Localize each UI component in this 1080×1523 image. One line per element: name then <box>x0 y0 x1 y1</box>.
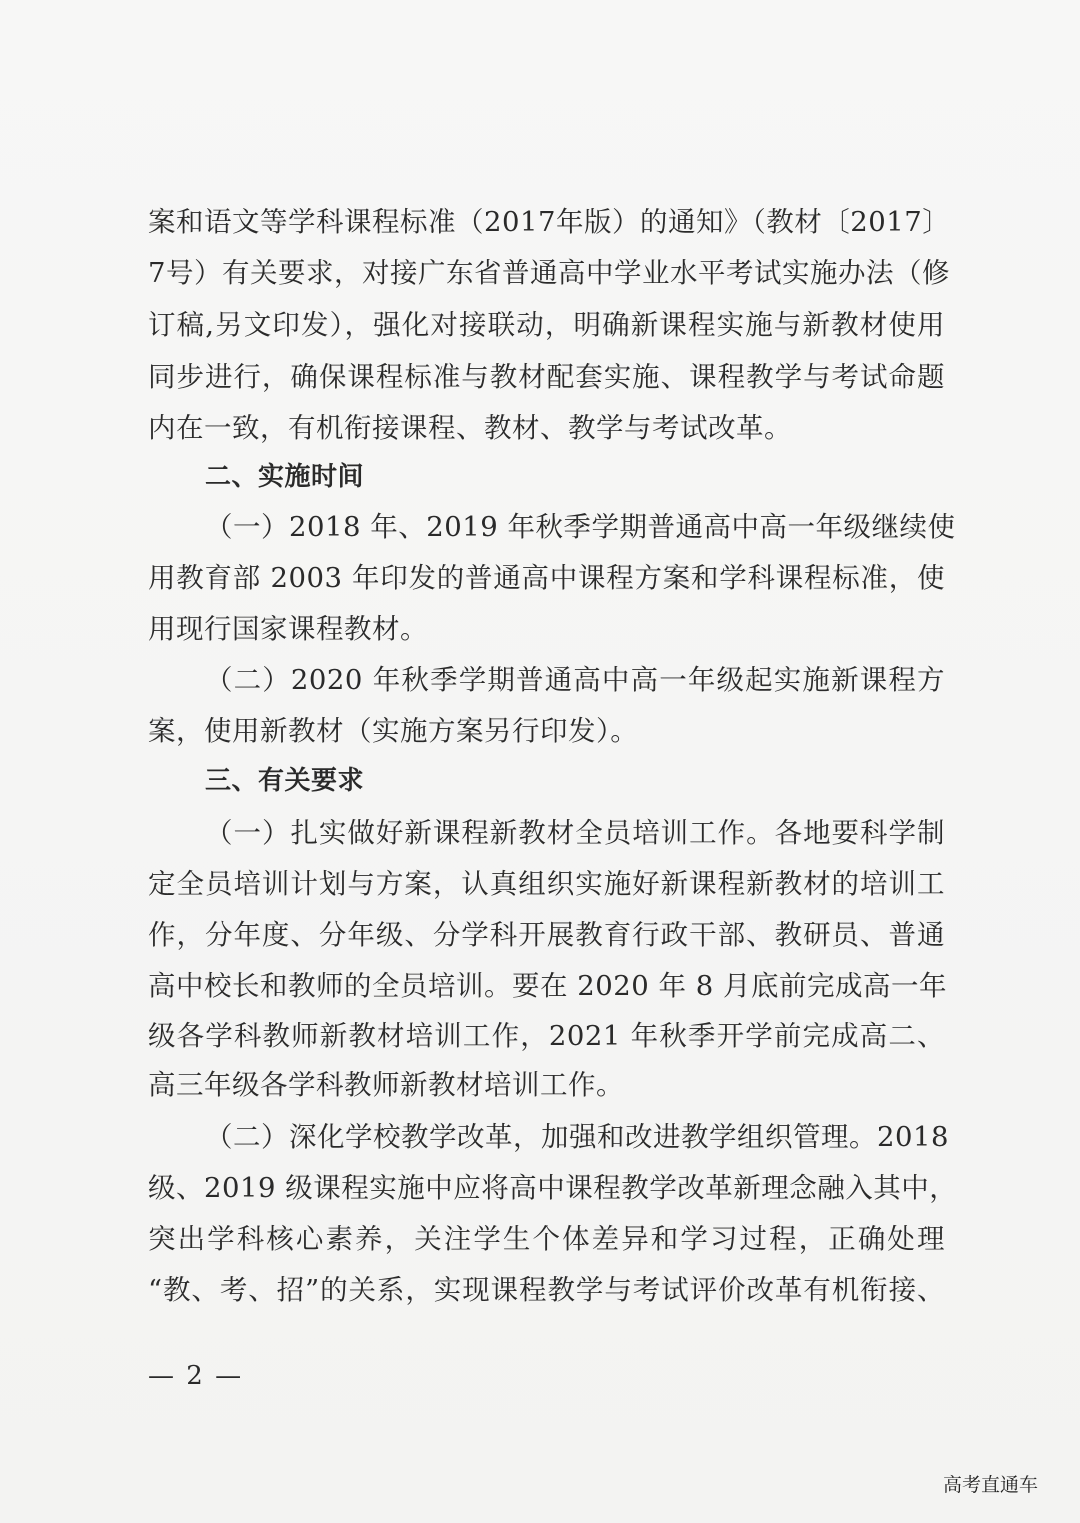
body-line: 用现行国家课程教材。 <box>148 613 428 645</box>
body-line: （一）扎实做好新课程新教材全员培训工作。各地要科学制 <box>205 817 945 849</box>
section-heading: 二、实施时间 <box>205 462 365 492</box>
body-line: 订稿,另文印发），强化对接联动，明确新课程实施与新教材使用 <box>148 309 945 341</box>
page-number: — 2 — <box>148 1361 244 1391</box>
body-line: （一）2018 年、2019 年秋季学期普通高中高一年级继续使 <box>205 511 956 543</box>
body-line: 定全员培训计划与方案，认真组织实施好新课程新教材的培训工 <box>148 868 945 900</box>
watermark: 高考直通车 <box>943 1474 1039 1496</box>
section-heading: 三、有关要求 <box>205 766 365 796</box>
body-line: 用教育部 2003 年印发的普通高中课程方案和学科课程标准，使 <box>148 562 945 594</box>
body-line: 级、2019 级课程实施中应将高中课程教学改革新理念融入其中， <box>148 1172 958 1204</box>
body-line: 作，分年度、分年级、分学科开展教育行政干部、教研员、普通 <box>148 919 945 951</box>
body-line: 高中校长和教师的全员培训。要在 2020 年 8 月底前完成高一年 <box>148 970 947 1002</box>
body-line: 案，使用新教材（实施方案另行印发）。 <box>148 715 639 747</box>
body-line: （二）深化学校教学改革，加强和改进教学组织管理。2018 <box>205 1121 949 1153</box>
body-line: 7号）有关要求，对接广东省普通高中学业水平考试实施办法（修 <box>148 257 950 289</box>
body-line: 案和语文等学科课程标准（2017年版）的通知》（教材〔2017〕 <box>148 206 951 238</box>
body-line: （二）2020 年秋季学期普通高中高一年级起实施新课程方 <box>205 664 945 696</box>
body-line: 高三年级各学科教师新教材培训工作。 <box>148 1069 624 1101</box>
body-line: 同步进行，确保课程标准与教材配套实施、课程教学与考试命题 <box>148 361 945 393</box>
body-line: 级各学科教师新教材培训工作，2021 年秋季开学前完成高二、 <box>148 1020 945 1052</box>
body-line: “教、考、招”的关系，实现课程教学与考试评价改革有机衔接、 <box>148 1274 945 1306</box>
body-line: 内在一致，有机衔接课程、教材、教学与考试改革。 <box>148 412 792 444</box>
body-line: 突出学科核心素养，关注学生个体差异和学习过程，正确处理 <box>148 1223 945 1255</box>
